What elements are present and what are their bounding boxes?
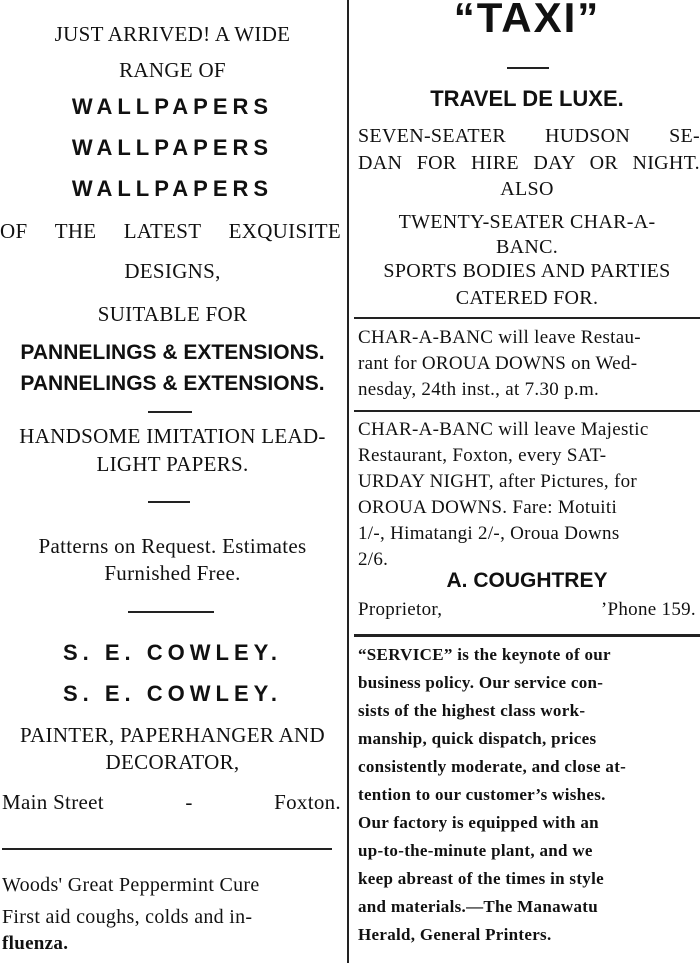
word-the: THE bbox=[54, 219, 97, 243]
charabanc2-line-2: Restaurant, Foxton, every SAT- bbox=[358, 445, 607, 466]
handsome-line-2: LIGHT PAPERS. bbox=[96, 452, 249, 476]
twenty-line-1: TWENTY-SEATER CHAR-A- bbox=[398, 211, 656, 233]
section-rule bbox=[354, 410, 700, 412]
seven-line-2: DAN FOR HIRE DAY OR NIGHT. bbox=[358, 152, 700, 174]
painter-line-2: DECORATOR, bbox=[105, 750, 240, 774]
proprietor-line bbox=[358, 599, 696, 621]
word-latest: LATEST bbox=[123, 219, 202, 243]
handsome-line-1: HANDSOME IMITATION LEAD- bbox=[19, 424, 326, 448]
wallpapers-heading-3: WALLPAPERS bbox=[71, 176, 274, 201]
section-rule bbox=[2, 848, 332, 850]
coughtrey: A. COUGHTREY bbox=[446, 569, 608, 592]
charabanc1-line-3: nesday, 24th inst., at 7.30 p.m. bbox=[358, 379, 600, 400]
word-of: OF bbox=[0, 219, 28, 243]
taxi-advert bbox=[354, 0, 700, 963]
service-line-8: up-to-the-minute plant, and we bbox=[358, 841, 593, 860]
woods-heading: Woods' Great Peppermint Cure bbox=[2, 874, 260, 896]
dash: - bbox=[185, 790, 193, 814]
section-rule bbox=[354, 317, 700, 319]
charabanc2-line-6: 2/6. bbox=[358, 549, 389, 570]
service-line-3: sists of the highest class work- bbox=[358, 701, 586, 720]
woods-line-2: First aid coughs, colds and in- bbox=[2, 906, 253, 928]
arrived-line: JUST ARRIVED! A WIDE bbox=[54, 22, 291, 46]
wallpapers-heading-2: WALLPAPERS bbox=[71, 135, 274, 160]
address-line bbox=[2, 790, 341, 815]
painter-line-1: PAINTER, PAPERHANGER AND bbox=[20, 723, 325, 747]
seven-line-1: SEVEN-SEATER HUDSON SE- bbox=[358, 125, 700, 147]
designs: DESIGNS, bbox=[124, 259, 221, 283]
sports-line-1: SPORTS BODIES AND PARTIES bbox=[383, 260, 671, 282]
service-line-10: and materials.—The Manawatu bbox=[358, 897, 598, 916]
service-line-6: tention to our customer’s wishes. bbox=[358, 785, 606, 804]
taxi-heading: “TAXI” bbox=[453, 0, 601, 41]
service-line-9: keep abreast of the times in style bbox=[358, 869, 604, 888]
service-line-2: business policy. Our service con- bbox=[358, 673, 604, 692]
wallpaper-advert bbox=[0, 0, 345, 963]
short-rule bbox=[148, 411, 192, 413]
charabanc1-line-1: CHAR-A-BANC will leave Restau- bbox=[358, 327, 641, 348]
short-rule bbox=[128, 611, 214, 613]
charabanc1-line-2: rant for OROUA DOWNS on Wed- bbox=[358, 353, 638, 374]
suitable-for: SUITABLE FOR bbox=[97, 302, 248, 326]
service-line-5: consistently moderate, and close at- bbox=[358, 757, 627, 776]
latest-line bbox=[0, 219, 341, 244]
patterns-line-2: Furnished Free. bbox=[104, 561, 241, 585]
column-divider bbox=[347, 0, 349, 963]
cowley-1: S. E. COWLEY. bbox=[62, 640, 283, 665]
service-line-1: “SERVICE” is the keynote of our bbox=[358, 645, 611, 664]
phone-number: ’Phone 159. bbox=[600, 599, 696, 620]
charabanc2-line-1: CHAR-A-BANC will leave Majestic bbox=[358, 419, 649, 440]
sports-line-2: CATERED FOR. bbox=[455, 287, 599, 309]
charabanc2-line-4: OROUA DOWNS. Fare: Motuiti bbox=[358, 497, 618, 518]
twenty-line-2: BANC. bbox=[495, 236, 559, 258]
proprietor: Proprietor, bbox=[358, 599, 443, 620]
pannelings-1: PANNELINGS & EXTENSIONS. bbox=[20, 341, 325, 364]
wallpapers-heading-1: WALLPAPERS bbox=[71, 94, 274, 119]
woods-line-3: fluenza. bbox=[2, 933, 69, 954]
also: ALSO bbox=[500, 178, 554, 200]
cowley-2: S. E. COWLEY. bbox=[62, 681, 283, 706]
range-of: RANGE OF bbox=[119, 58, 226, 82]
service-line-11: Herald, General Printers. bbox=[358, 925, 552, 944]
pannelings-2: PANNELINGS & EXTENSIONS. bbox=[20, 372, 325, 395]
short-rule bbox=[148, 501, 190, 503]
short-rule bbox=[507, 67, 549, 69]
main-street: Main Street bbox=[2, 790, 104, 814]
section-rule bbox=[354, 634, 700, 637]
service-line-7: Our factory is equipped with an bbox=[358, 813, 599, 832]
travel-de-luxe: TRAVEL DE LUXE. bbox=[430, 86, 624, 111]
service-line-4: manship, quick dispatch, prices bbox=[358, 729, 597, 748]
charabanc2-line-3: URDAY NIGHT, after Pictures, for bbox=[358, 471, 638, 492]
foxton: Foxton. bbox=[274, 790, 341, 814]
patterns-line-1: Patterns on Request. Estimates bbox=[38, 534, 307, 558]
word-exquisite: EXQUISITE bbox=[228, 219, 341, 243]
charabanc2-line-5: 1/-, Himatangi 2/-, Oroua Downs bbox=[358, 523, 620, 544]
